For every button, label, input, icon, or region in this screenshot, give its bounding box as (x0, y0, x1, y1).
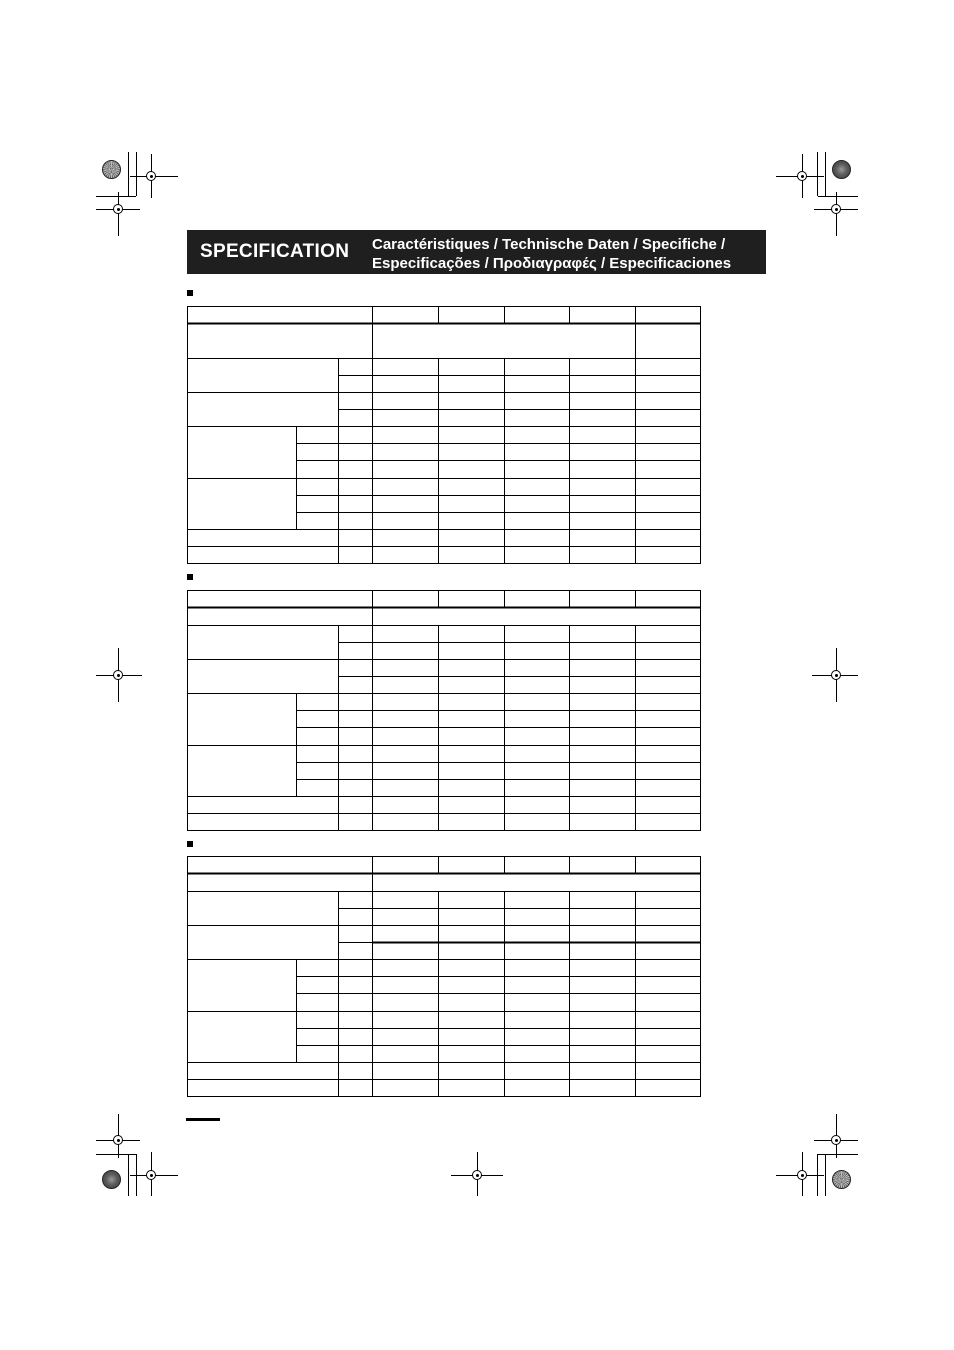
square-bullet-icon (187, 841, 193, 847)
color-disc-icon-top-left (102, 160, 121, 179)
crosshair-icon (113, 204, 123, 214)
crosshair-icon (797, 1170, 807, 1180)
header-subtitle-line1: Caractéristiques / Technische Daten / Specifiche / (372, 236, 726, 253)
square-bullet-icon (187, 574, 193, 580)
crosshair-icon (113, 1135, 123, 1145)
specification-header (187, 230, 766, 274)
header-subtitle-line2: Especificações / Προδιαγραφές / Especificaciones (372, 255, 732, 272)
crosshair-icon (146, 1170, 156, 1180)
crosshair-icon (146, 171, 156, 181)
color-disc-icon-top-right (832, 160, 851, 179)
crosshair-icon (797, 171, 807, 181)
square-bullet-icon (187, 290, 193, 296)
page-number-bar (186, 1118, 220, 1121)
crosshair-icon (831, 670, 841, 680)
color-disc-icon-bottom-left (102, 1170, 121, 1189)
crosshair-icon (831, 1135, 841, 1145)
spec-table-2 (187, 590, 701, 832)
crosshair-icon (113, 670, 123, 680)
spec-table-3 (187, 856, 701, 1098)
crosshair-icon (831, 204, 841, 214)
header-title: SPECIFICATION (200, 241, 350, 262)
crosshair-icon (472, 1170, 482, 1180)
header-subtitle (372, 235, 731, 273)
color-disc-icon-bottom-right (832, 1170, 851, 1189)
spec-table-1 (187, 306, 701, 565)
